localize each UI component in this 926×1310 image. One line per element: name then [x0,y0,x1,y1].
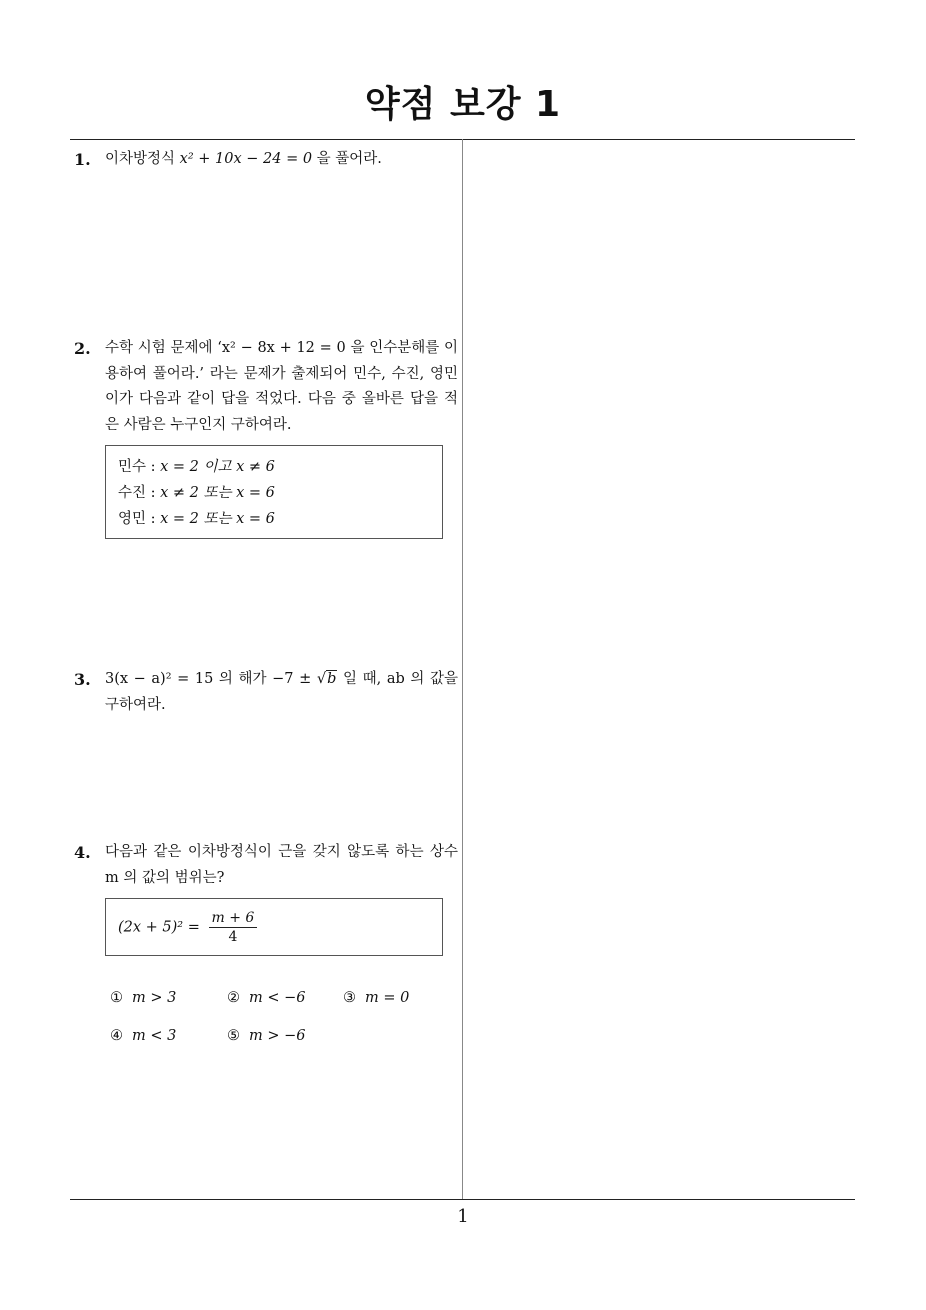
student-name: 영민 [118,511,147,527]
answer-box [105,445,443,539]
problem-1 [70,147,458,173]
problem-text [105,147,458,173]
page-number: 1 [457,1206,469,1227]
choice-text: m < 3 [132,1028,177,1044]
problem-2 [70,336,458,539]
answer-line [118,480,442,506]
choice-3[interactable] [343,986,409,1012]
problem-text [105,667,458,718]
equation-left: (2x + 5)² = [118,919,200,936]
problem-text: 수학 시험 문제에 ‘x² − 8x + 12 = 0 을 인수분해를 이용하여 풀어라.’ 라는 문제가 출제되어 민수, 수진, 영민이가 다음과 같이 답을 적었다. 다음 중 올바른 답을 적은 사람은 누구인지 구하여라. [105,340,458,433]
fraction-numerator: m + 6 [209,909,258,928]
equation-box [105,898,443,956]
problem-number: 4. [74,843,91,862]
choice-mark: ① [110,990,123,1006]
problem-text-after: 을 풀어라. [312,151,382,167]
student-answer: x = 2 또는 x = 6 [160,511,275,527]
choice-mark: ③ [343,990,356,1006]
problem-number: 3. [74,670,91,689]
problem-4 [70,840,458,1066]
choice-text: m > 3 [132,990,177,1006]
equation: x² + 10x − 24 = 0 [179,151,313,167]
separator: : [146,459,161,475]
choice-text: m = 0 [365,990,410,1006]
problem-text-before: 3(x − a)² = 15 의 해가 −7 ± [105,671,317,687]
student-name: 수진 [118,485,147,501]
choice-mark: ② [227,990,240,1006]
problem-text-before: 이차방정식 [105,151,180,167]
choice-2[interactable] [227,986,306,1012]
page-title: 약점 보강 1 [364,84,562,125]
choice-1[interactable] [110,986,176,1012]
problem-number: 2. [74,339,91,358]
answer-choices [110,986,458,1066]
bottom-rule [70,1199,855,1200]
choice-text: m > −6 [249,1028,306,1044]
problem-text: 다음과 같은 이차방정식이 근을 갖지 않도록 하는 상수 m 의 값의 범위는? [105,844,458,886]
sqrt-symbol: √ [316,671,327,687]
student-name: 민수 [118,459,147,475]
answer-line [118,454,442,480]
choice-4[interactable] [110,1024,176,1050]
sqrt-radicand: b [327,671,337,687]
choice-mark: ⑤ [227,1028,240,1044]
fraction-denominator: 4 [228,929,238,945]
column-divider [462,139,463,1200]
answer-line [118,506,442,532]
separator: : [146,511,161,527]
problem-3 [70,667,458,718]
problem-text-after: 일 때, ab 의 값을 구하여라. [105,671,458,713]
fraction [209,909,258,946]
choice-mark: ④ [110,1028,123,1044]
separator: : [146,485,161,501]
student-answer: x = 2 이고 x ≠ 6 [160,459,275,475]
choice-text: m < −6 [249,990,306,1006]
square-root [317,667,338,693]
choice-5[interactable] [227,1024,306,1050]
student-answer: x ≠ 2 또는 x = 6 [160,485,275,501]
problem-number: 1. [74,150,91,169]
